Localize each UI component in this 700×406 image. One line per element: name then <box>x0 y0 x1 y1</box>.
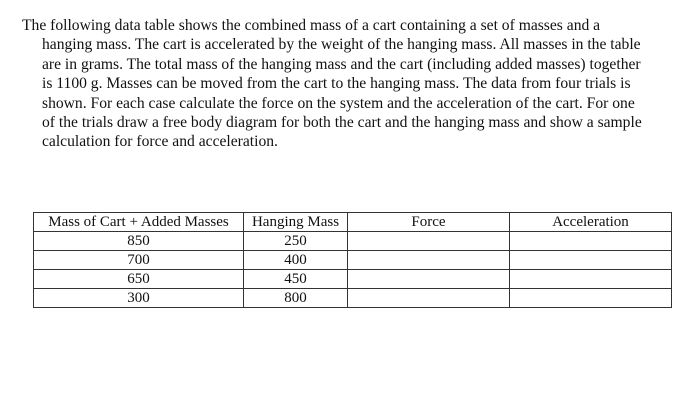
data-table <box>33 212 672 308</box>
cell-force <box>348 270 510 289</box>
cell-acceleration <box>510 232 672 251</box>
cell-hanging-mass: 450 <box>244 270 348 289</box>
table-row <box>34 251 672 270</box>
problem-line: shown. For each case calculate the force on the system and the acceleration of the cart. For one <box>42 94 635 112</box>
cell-cart-mass: 700 <box>34 251 244 270</box>
table-header-row <box>34 213 672 232</box>
header-force: Force <box>348 213 510 232</box>
cell-acceleration <box>510 289 672 308</box>
problem-statement <box>22 16 662 152</box>
problem-line: of the trials draw a free body diagram for both the cart and the hanging mass and show a sample <box>42 114 642 132</box>
problem-line: The following data table shows the combined mass of a cart containing a set of masses and a <box>22 17 601 34</box>
table-row <box>34 270 672 289</box>
cell-hanging-mass: 800 <box>244 289 348 308</box>
header-hanging-mass: Hanging Mass <box>244 213 348 232</box>
table-row <box>34 232 672 251</box>
cell-force <box>348 289 510 308</box>
problem-line: is 1100 g. Masses can be moved from the cart to the hanging mass. The data from four trials is <box>42 75 631 93</box>
cell-cart-mass: 300 <box>34 289 244 308</box>
problem-line: calculation for force and acceleration. <box>42 133 278 151</box>
cell-hanging-mass: 400 <box>244 251 348 270</box>
header-acceleration: Acceleration <box>510 213 672 232</box>
cell-cart-mass: 650 <box>34 270 244 289</box>
cell-force <box>348 232 510 251</box>
table-row <box>34 289 672 308</box>
cell-hanging-mass: 250 <box>244 232 348 251</box>
header-cart-mass: Mass of Cart + Added Masses <box>34 213 244 232</box>
cell-cart-mass: 850 <box>34 232 244 251</box>
cell-acceleration <box>510 251 672 270</box>
problem-line: hanging mass. The cart is accelerated by the weight of the hanging mass. All masses in the table <box>42 36 641 54</box>
cell-force <box>348 251 510 270</box>
problem-line: are in grams. The total mass of the hanging mass and the cart (including added masses) together <box>42 55 641 73</box>
cell-acceleration <box>510 270 672 289</box>
